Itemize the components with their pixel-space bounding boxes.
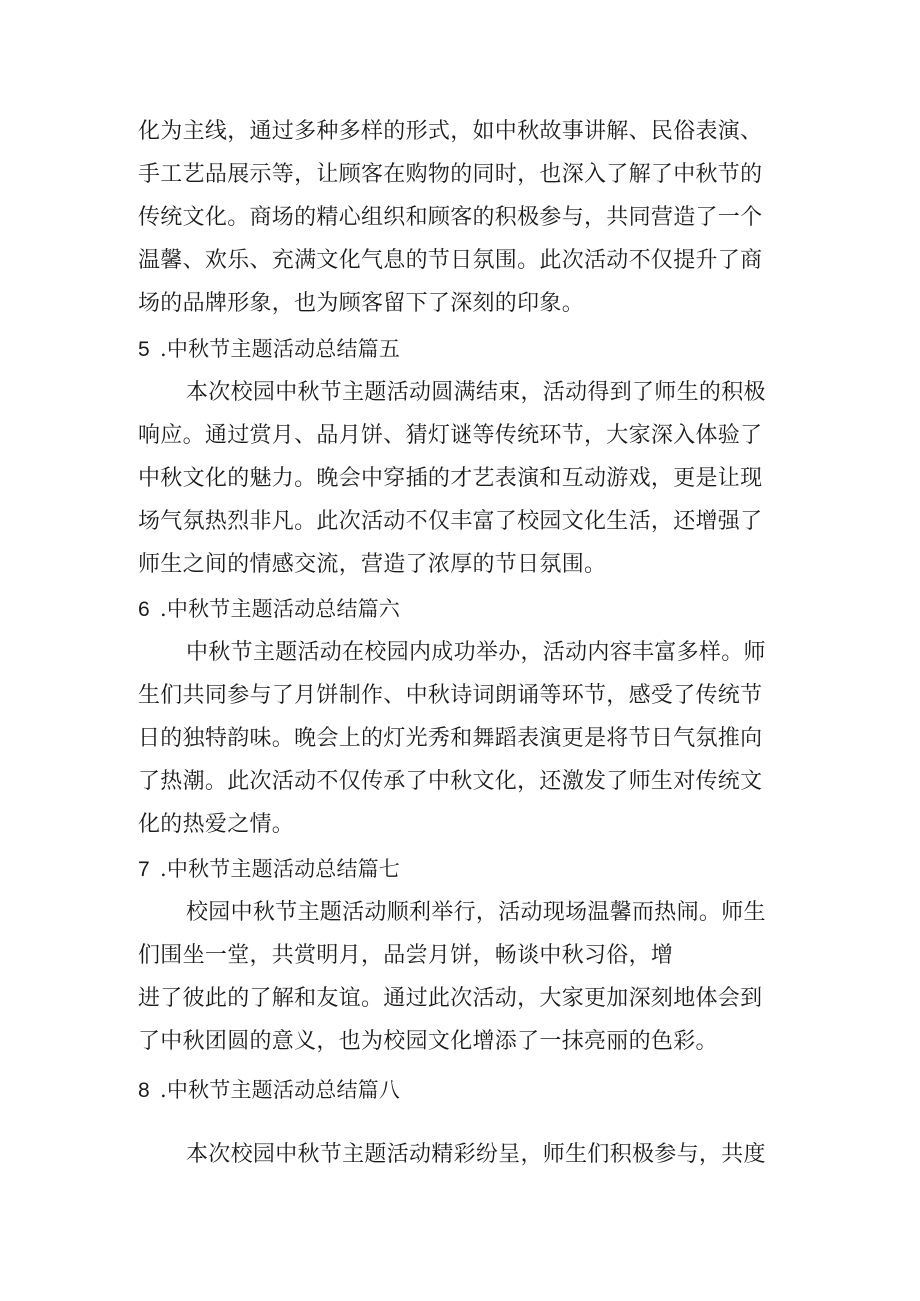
text-line: 本次校园中秋节主题活动精彩纷呈，师生们积极参与，共度 xyxy=(186,1142,766,1167)
heading-text: .中秋节主题活动总结篇八 xyxy=(160,1078,401,1102)
section-heading-6 xyxy=(138,594,400,625)
heading-text: .中秋节主题活动总结篇六 xyxy=(160,597,401,621)
text-line: 化的热爱之情。 xyxy=(138,812,295,837)
text-line: 进了彼此的了解和友谊。通过此次活动，大家更加深刻地体会到 xyxy=(138,986,763,1011)
text-line: 手工艺品展示等，让顾客在购物的同时，也深入了解了中秋节的 xyxy=(138,162,763,187)
text-line: 了中秋团圆的意义，也为校园文化增添了一抹亮丽的色彩。 xyxy=(138,1029,718,1054)
text-line: 场气氛热烈非凡。此次活动不仅丰富了校园文化生活，还增强了 xyxy=(138,509,763,534)
heading-number: 7 xyxy=(138,858,150,881)
text-line: 师生之间的情感交流，营造了浓厚的节日氛围。 xyxy=(138,552,607,577)
text-line: 温馨、欢乐、充满文化气息的节日氛围。此次活动不仅提升了商 xyxy=(138,248,763,273)
section-heading-5 xyxy=(138,334,400,365)
text-line: 生们共同参与了月饼制作、中秋诗词朗诵等环节，感受了传统节 xyxy=(138,683,763,708)
text-line: 场的品牌形象，也为顾客留下了深刻的印象。 xyxy=(138,291,585,316)
text-line: 们围坐一堂，共赏明月，品尝月饼，畅谈中秋习俗，增 xyxy=(138,943,674,968)
text-line: 校园中秋节主题活动顺利举行，活动现场温馨而热闹。师生 xyxy=(186,900,766,925)
text-line: 中秋文化的魅力。晚会中穿插的才艺表演和互动游戏，更是让现 xyxy=(138,466,763,491)
heading-text: .中秋节主题活动总结篇五 xyxy=(160,337,401,361)
text-line: 化为主线，通过多种多样的形式，如中秋故事讲解、民俗表演、 xyxy=(138,119,763,144)
text-line: 了热潮。此次活动不仅传承了中秋文化，还激发了师生对传统文 xyxy=(138,769,763,794)
heading-number: 6 xyxy=(138,598,150,621)
heading-number: 8 xyxy=(138,1079,150,1102)
text-line: 传统文化。商场的精心组织和顾客的积极参与，共同营造了一个 xyxy=(138,205,763,230)
text-line: 本次校园中秋节主题活动圆满结束，活动得到了师生的积极 xyxy=(186,380,766,405)
text-line: 日的独特韵味。晚会上的灯光秀和舞蹈表演更是将节日气氛推向 xyxy=(138,726,763,751)
text-line: 响应。通过赏月、品月饼、猜灯谜等传统环节，大家深入体验了 xyxy=(138,423,763,448)
section-heading-7 xyxy=(138,854,400,885)
section-heading-8 xyxy=(138,1075,400,1106)
heading-text: .中秋节主题活动总结篇七 xyxy=(160,857,401,881)
text-line: 中秋节主题活动在校园内成功举办，活动内容丰富多样。师 xyxy=(186,640,766,665)
heading-number: 5 xyxy=(138,338,150,361)
